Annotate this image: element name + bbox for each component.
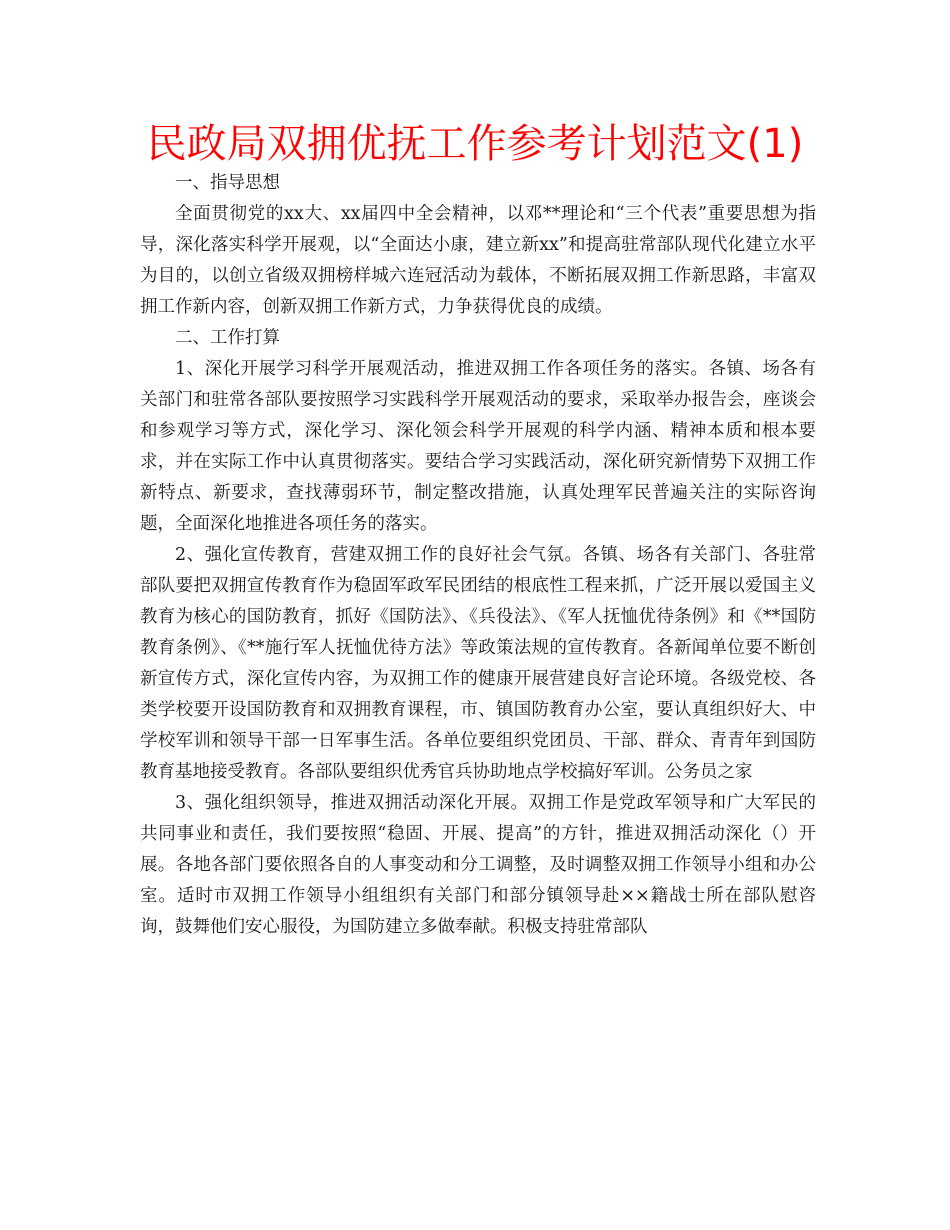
document-body [140,168,816,943]
section-heading-guiding-ideology: 一、指导思想 [175,173,280,193]
section-heading-work-plan: 二、工作打算 [175,328,280,348]
document-title: 民政局双拥优抚工作参考计划范文(1) [146,121,804,167]
paragraph-plan-item-1: 1、深化开展学习科学开展观活动，推进双拥工作各项任务的落实。各镇、场各有关部门和驻常各部队要按照学习实践科学开展观活动的要求，采取举办报告会，座谈会和参观学习等方式，深化学习、深化领会科学开展观的科学内涵、精神本质和根本要求，并在实际工作中认真贯彻落实。要结合学习实践活动，深化研究新情势下双拥工作新特点、新要求，查找薄弱环节，制定整改措施，认真处理军民普遍关注的实际咨询题，全面深化地推进各项任务的落实。 [140,359,816,534]
paragraph-plan-item-3: 3、强化组织领导，推进双拥活动深化开展。双拥工作是党政军领导和广大军民的共同事业和责任，我们要按照“稳固、开展、提高”的方针，推进双拥活动深化（）开展。各地各部门要依照各自的人事变动和分工调整，及时调整双拥工作领导小组和办公室。适时市双拥工作领导小组组织有关部门和部分镇领导赴××籍战士所在部队慰咨询，鼓舞他们安心服役，为国防建立多做奉献。积极支持驻常部队 [140,793,816,937]
paragraph-plan-item-2: 2、强化宣传教育，营建双拥工作的良好社会气氛。各镇、场各有关部门、各驻常部队要把双拥宣传教育作为稳固军政军民团结的根底性工程来抓，广泛开展以爱国主义教育为核心的国防教育，抓好《国防法》、《兵役法》、《军人抚恤优待条例》和《**国防教育条例》、《**施行军人抚恤优待方法》等政策法规的宣传教育。各新闻单位要不断创新宣传方式，深化宣传内容，为双拥工作的健康开展营建良好言论环境。各级党校、各类学校要开设国防教育和双拥教育课程，市、镇国防教育办公室，要认真组织好大、中学校军训和领导干部一日军事生活。各单位要组织党团员、干部、群众、青青年到国防教育基地接受教育。各部队要组织优秀官兵协助地点学校搞好军训。公务员之家 [140,545,816,782]
paragraph-guiding-ideology: 全面贯彻党的xx大、xx届四中全会精神，以邓**理论和“三个代表”重要思想为指导，深化落实科学开展观，以“全面达小康，建立新xx”和提高驻常部队现代化建立水平为目的，以创立省级双拥榜样城六连冠活动为载体，不断拓展双拥工作新思路，丰富双拥工作新内容，创新双拥工作新方式，力争获得优良的成绩。 [140,204,816,317]
